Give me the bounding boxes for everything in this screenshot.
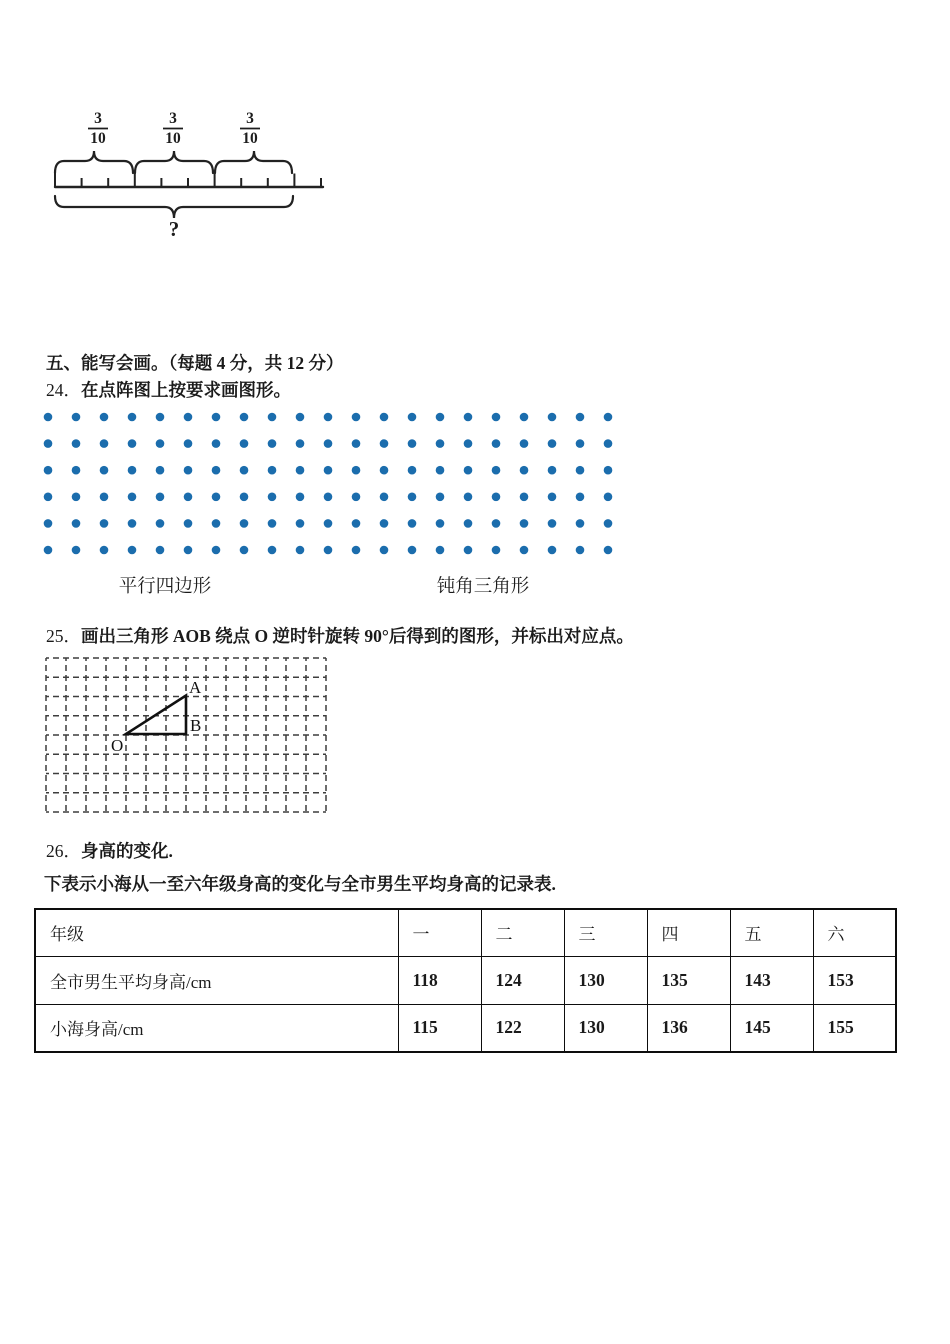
table-header-cell: 二	[481, 909, 564, 956]
table-header-cell: 六	[813, 909, 896, 956]
table-cell: 155	[813, 1004, 896, 1052]
section-five-heading	[46, 353, 344, 375]
table-cell: 130	[564, 1004, 647, 1052]
table-cell: 136	[647, 1004, 730, 1052]
fraction-label-2	[163, 110, 183, 147]
table-intro	[44, 874, 556, 896]
table-header-cell: 五	[730, 909, 813, 956]
table-row-label: 小海身高/cm	[35, 1004, 398, 1052]
fraction-denominator: 10	[242, 130, 258, 147]
table-row-label: 全市男生平均身高/cm	[35, 956, 398, 1004]
table-header-cell: 三	[564, 909, 647, 956]
table-cell: 135	[647, 956, 730, 1004]
label-parallelogram: 平行四边形	[118, 577, 212, 597]
table-cell: 145	[730, 1004, 813, 1052]
question-25-number: 25．	[46, 626, 81, 646]
fraction-label-1	[88, 110, 108, 147]
table-cell: 118	[398, 956, 481, 1004]
table-cell: 153	[813, 956, 896, 1004]
height-table	[34, 908, 897, 1053]
question-mark-label: ?	[168, 217, 180, 241]
question-25-line	[46, 626, 634, 648]
table-row-xiaohai-height	[35, 1004, 896, 1052]
vertex-label-a: A	[189, 678, 202, 697]
dot-grid-layer	[44, 413, 613, 555]
vertex-label-o: O	[111, 736, 124, 755]
dot-grid	[40, 408, 620, 560]
table-cell: 143	[730, 956, 813, 1004]
fraction-numerator: 3	[246, 110, 254, 127]
label-obtuse-triangle: 钝角三角形	[436, 577, 530, 597]
table-header-cell: 年级	[35, 909, 398, 956]
question-24-number: 24．	[46, 380, 81, 400]
table-intro-text: 下表示小海从一至六年级身高的变化与全市男生平均身高的记录表.	[44, 874, 556, 894]
fraction-label-3	[240, 110, 260, 147]
table-header-row	[35, 909, 896, 956]
under-brace-total	[55, 196, 293, 218]
table-cell: 124	[481, 956, 564, 1004]
triangle-aob	[126, 696, 186, 735]
over-brace-2	[135, 151, 213, 173]
table-header-cell: 四	[647, 909, 730, 956]
table-header-cell: 一	[398, 909, 481, 956]
question-25-text: 画出三角形 AOB 绕点 O 逆时针旋转 90°后得到的图形，并标出对应点。	[81, 626, 634, 646]
table-cell: 130	[564, 956, 647, 1004]
fraction-number-line-diagram	[40, 95, 340, 245]
fraction-numerator: 3	[94, 110, 102, 127]
fraction-numerator: 3	[169, 110, 177, 127]
over-brace-3	[215, 151, 292, 173]
question-26-text: 身高的变化.	[81, 841, 173, 861]
table-cell: 115	[398, 1004, 481, 1052]
number-line-ticks	[55, 174, 321, 188]
rotation-grid	[45, 657, 329, 815]
question-26-number: 26．	[46, 841, 81, 861]
fraction-denominator: 10	[165, 130, 181, 147]
question-24-line	[46, 380, 291, 402]
vertex-label-b: B	[190, 716, 202, 735]
section-five-heading-text: 五、能写会画。（每题 4 分，共 12 分）	[46, 353, 344, 373]
question-24-text: 在点阵图上按要求画图形。	[81, 380, 291, 400]
fraction-denominator: 10	[90, 130, 106, 147]
table-cell: 122	[481, 1004, 564, 1052]
table-row-average-height	[35, 956, 896, 1004]
over-brace-1	[55, 151, 133, 173]
question-26-line	[46, 841, 173, 863]
